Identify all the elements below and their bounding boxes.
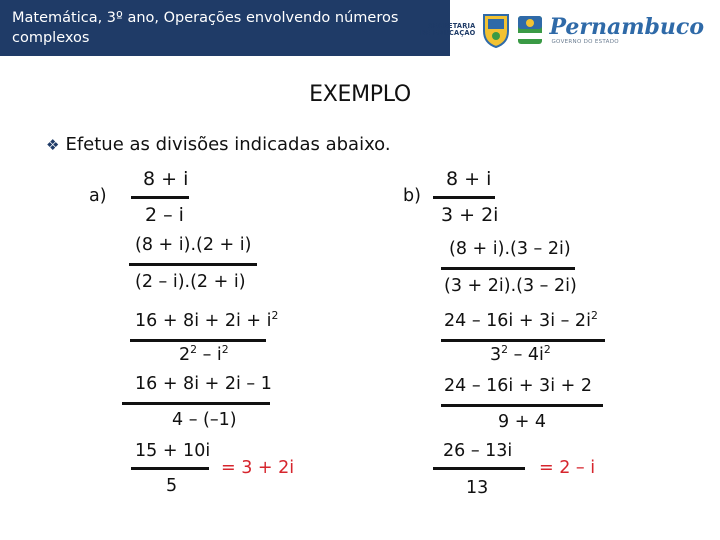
part-b-step3-numerator: 24 – 16i + 3i + 2 — [444, 376, 592, 396]
header-bar — [0, 0, 450, 56]
header-title: Matemática, 3º ano, Operações envolvendo números complexos — [12, 10, 399, 46]
part-a-step4-bar — [131, 467, 209, 470]
part-b-result — [539, 458, 595, 478]
part-a-step2-num-main: 16 + 8i + 2i + i — [135, 311, 272, 331]
part-a-step3-denominator: 4 – (–1) — [172, 410, 237, 430]
part-b-step4-bar — [433, 467, 525, 470]
part-a-step1-numerator: (8 + i).(2 + i) — [135, 235, 252, 255]
part-b-result-value: 2 – i — [559, 458, 596, 478]
secretaria-line2: DE EDUCAÇÃO — [420, 29, 476, 37]
part-a-step2-bar — [130, 339, 266, 342]
part-a-step2-den-exponent2: 2 — [221, 343, 229, 357]
part-a-step2-numerator — [135, 311, 278, 331]
part-b-step1-numerator: (8 + i).(3 – 2i) — [449, 239, 571, 259]
part-b-step3-bar — [441, 404, 603, 407]
part-b-step4-denominator: 13 — [466, 478, 489, 498]
part-b-step1-bar — [441, 267, 575, 270]
part-a-fraction-bar — [131, 196, 189, 199]
state-brand — [549, 15, 704, 45]
part-b-fraction-bar — [433, 196, 495, 199]
example-title: EXEMPLO — [309, 82, 411, 107]
part-b-step2-den-base: 3 — [490, 345, 502, 365]
instruction-text: Efetue as divisões indicadas abaixo. — [65, 134, 391, 155]
part-a-result — [221, 458, 294, 478]
part-a-step2-num-exponent: 2 — [271, 309, 279, 323]
header — [0, 0, 720, 62]
part-a-step2-den-exponent1: 2 — [190, 343, 198, 357]
diamond-bullet-icon: ❖ — [46, 136, 60, 154]
part-a-step4-numerator: 15 + 10i — [135, 441, 211, 461]
logo-area — [420, 6, 704, 54]
part-a-result-equals: = — [221, 458, 242, 478]
part-a-step4-denominator: 5 — [166, 476, 178, 496]
part-a-step2-den-mid: – i — [197, 345, 222, 365]
part-b-step2-numerator — [444, 311, 598, 331]
part-b-step3-denominator: 9 + 4 — [498, 412, 547, 432]
part-a-step1-denominator: (2 – i).(2 + i) — [135, 272, 246, 292]
secretaria-line1: SECRETARIA — [428, 21, 476, 30]
pernambuco-flag-icon — [517, 13, 543, 47]
part-a-step2-den-base: 2 — [179, 345, 191, 365]
part-b-step1-denominator: (3 + 2i).(3 – 2i) — [444, 276, 577, 296]
part-b-label: b) — [403, 186, 421, 206]
part-b-step2-num-exponent: 2 — [590, 309, 598, 323]
part-b-step4-numerator: 26 – 13i — [443, 441, 513, 461]
instruction — [46, 134, 391, 155]
part-a-numerator: 8 + i — [143, 168, 189, 190]
secretaria-label — [420, 23, 475, 38]
part-b-step2-den-exponent2: 2 — [543, 343, 551, 357]
part-b-step2-bar — [441, 339, 605, 342]
part-a-denominator: 2 – i — [145, 204, 184, 226]
part-b-step2-denominator — [490, 345, 551, 365]
part-b-step2-den-exponent1: 2 — [501, 343, 509, 357]
part-a-step2-denominator — [179, 345, 229, 365]
part-b-step2-num-main: 24 – 16i + 3i – 2i — [444, 311, 591, 331]
state-subtitle: GOVERNO DO ESTADO — [551, 39, 619, 45]
part-a-step3-numerator: 16 + 8i + 2i – 1 — [135, 374, 272, 394]
part-a-step3-bar — [122, 402, 270, 405]
part-b-step2-den-mid: – 4i — [508, 345, 544, 365]
part-a-label: a) — [89, 186, 107, 206]
part-b-numerator: 8 + i — [446, 168, 492, 190]
coat-of-arms-icon — [481, 11, 511, 49]
state-name: Pernambuco — [549, 14, 704, 40]
part-b-denominator: 3 + 2i — [441, 204, 499, 226]
part-b-result-equals: = — [539, 458, 560, 478]
part-a-step1-bar — [129, 263, 257, 266]
part-a-result-value: 3 + 2i — [241, 458, 295, 478]
